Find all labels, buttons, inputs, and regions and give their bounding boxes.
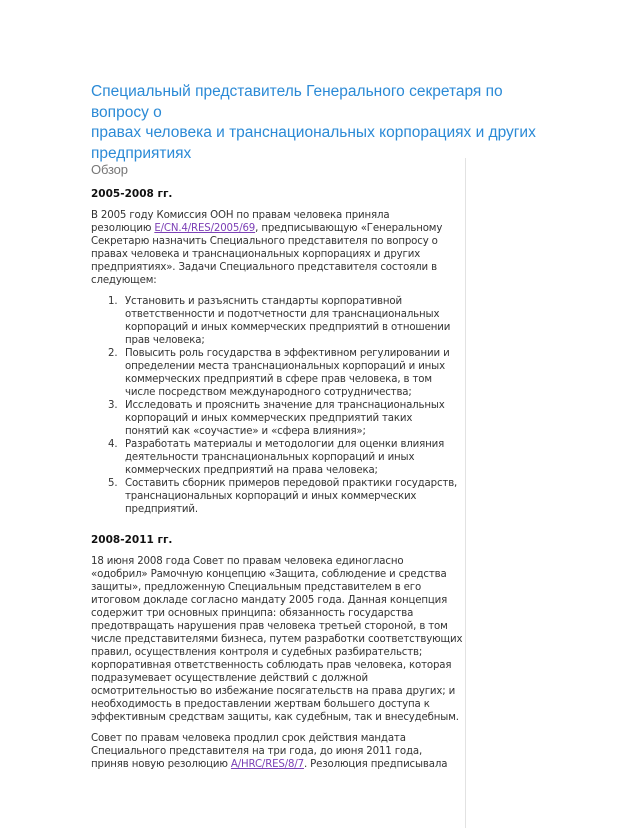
page-title: Специальный представитель Генерального секретаря по вопросу о правах человека и транснациональных корпорациях и других предприятиях bbox=[91, 83, 536, 162]
list-text: Установить и разъяснить стандарты корпоративной ответственности и подотчетности для транснациональных корпораций и иных коммерческих предприятий в отношении прав человека; bbox=[125, 296, 451, 346]
list-text: Повысить роль государства в эффективном регулировании и определении места транснациональных корпораций и иных коммерческих предприятий в сфере прав человека, в том числе посредством международного сотрудничества; bbox=[125, 348, 450, 398]
list-number: 2. bbox=[108, 348, 118, 359]
list-item bbox=[91, 477, 463, 516]
section-heading-2008-2011: 2008-2011 гг. bbox=[91, 534, 173, 546]
list-text: Исследовать и прояснить значение для транснациональных корпораций и иных коммерческих предприятий таких понятий как «соучастие» и «сфера влияния»; bbox=[125, 400, 445, 437]
resolution-link-a-hrc[interactable]: A/HRC/RES/8/7 bbox=[230, 759, 304, 770]
overview-label: Обзор bbox=[91, 162, 128, 177]
text: В 2005 году Комиссия ООН по правам человека приняла резолюцию bbox=[91, 210, 390, 234]
list-text: Составить сборник примеров передовой практики государств, транснациональных корпораций и иных коммерческих предприятий. bbox=[125, 478, 458, 515]
list-item bbox=[91, 438, 463, 477]
text: . Резолюция предписывала bbox=[303, 759, 448, 770]
text: Совет по правам человека продлил срок действия мандата Специального представителя на три года, до июня 2011 года, приняв новую резолюцию bbox=[91, 733, 423, 770]
list-number: 4. bbox=[108, 439, 118, 450]
list-number: 3. bbox=[108, 400, 118, 411]
resolution-link-e-cn4[interactable]: E/CN.4/RES/2005/69 bbox=[154, 223, 256, 234]
list-item bbox=[91, 347, 463, 399]
section2-paragraph-2 bbox=[91, 732, 463, 771]
tasks-list bbox=[91, 295, 463, 516]
list-item bbox=[91, 295, 463, 347]
text: , предписывающую «Генеральному Секретарю назначить Специального представителя по вопросу о правах человека и транснациональных корпорациях и других предприятиях». Задачи Специального представителя состояли в следующем: bbox=[91, 223, 443, 286]
list-number: 1. bbox=[108, 296, 118, 307]
list-text: Разработать материалы и методологии для оценки влияния деятельности транснациональных корпораций и иных коммерческих предприятий на права человека; bbox=[125, 439, 445, 476]
list-number: 5. bbox=[108, 478, 118, 489]
section2-paragraph-1: 18 июня 2008 года Совет по правам человека единогласно «одобрил» Рамочную концепцию «Защита, соблюдение и средства защиты», предложенную Специальным представителем в его итоговом докладе согласно мандату 2005 года. Данная концепция содержит три основных принципа: обязанность государства предотвращать нарушения прав человека третьей стороной, в том числе представителями бизнеса, путем разработки соответствующих правил, осуществления контроля и судебных разбирательств; корпоративная ответственность соблюдать прав человека, которая подразумевает осуществление действий с должной осмотрительностью во избежание посягательств на права других; и необходимость в предоставлении жертвам большего доступа к эффективным средствам защиты, как судебным, так и внесудебным. bbox=[91, 556, 463, 723]
section1-paragraph bbox=[91, 209, 463, 287]
column-divider bbox=[465, 158, 466, 828]
section-heading-2005-2008: 2005-2008 гг. bbox=[91, 188, 173, 200]
list-item bbox=[91, 399, 463, 438]
main-content bbox=[91, 163, 463, 779]
